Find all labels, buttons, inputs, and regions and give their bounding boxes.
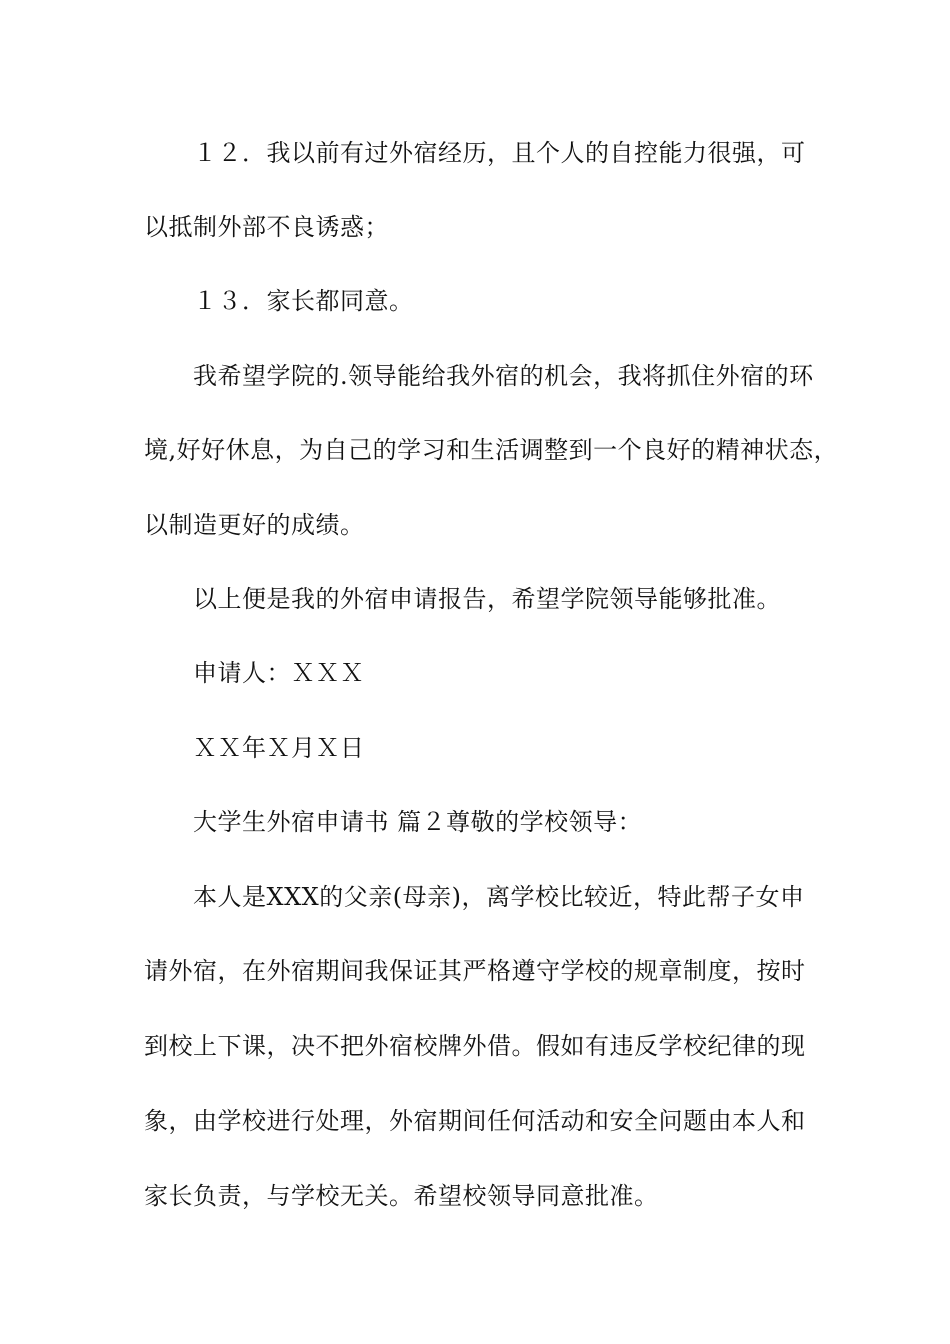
- paragraph-line-hope-2: 境,好好休息，为自己的学习和生活调整到一个良好的精神状态，: [144, 436, 839, 464]
- paragraph-line-parent-1: 本人是XXX的父亲(母亲)，离学校比较近，特此帮子女申: [193, 883, 805, 911]
- section-heading-article-2: 大学生外宿申请书 篇２尊敬的学校领导：: [193, 808, 643, 836]
- paragraph-line-closing: 以上便是我的外宿申请报告，希望学院领导能够批准。: [193, 585, 781, 613]
- paragraph-line-hope-1: 我希望学院的.领导能给我外宿的机会，我将抓住外宿的环: [193, 362, 814, 390]
- applicant-signature: 申请人：ＸＸＸ: [193, 659, 365, 687]
- paragraph-line-parent-2: 请外宿，在外宿期间我保证其严格遵守学校的规章制度，按时: [144, 957, 806, 985]
- paragraph-line-parent-4: 象，由学校进行处理，外宿期间任何活动和安全问题由本人和: [144, 1107, 806, 1135]
- signature-date: ＸＸ年Ｘ月Ｘ日: [193, 734, 365, 762]
- paragraph-line-parent-3: 到校上下课，决不把外宿校牌外借。假如有违反学校纪律的现: [144, 1032, 806, 1060]
- paragraph-line-item-12-cont: 以抵制外部不良诱惑；: [144, 213, 389, 241]
- paragraph-line-item-12: １２．我以前有过外宿经历，且个人的自控能力很强，可: [193, 139, 806, 167]
- paragraph-line-parent-5: 家长负责，与学校无关。希望校领导同意批准。: [144, 1182, 659, 1210]
- paragraph-line-hope-3: 以制造更好的成绩。: [144, 511, 365, 539]
- paragraph-line-item-13: １３．家长都同意。: [193, 287, 414, 315]
